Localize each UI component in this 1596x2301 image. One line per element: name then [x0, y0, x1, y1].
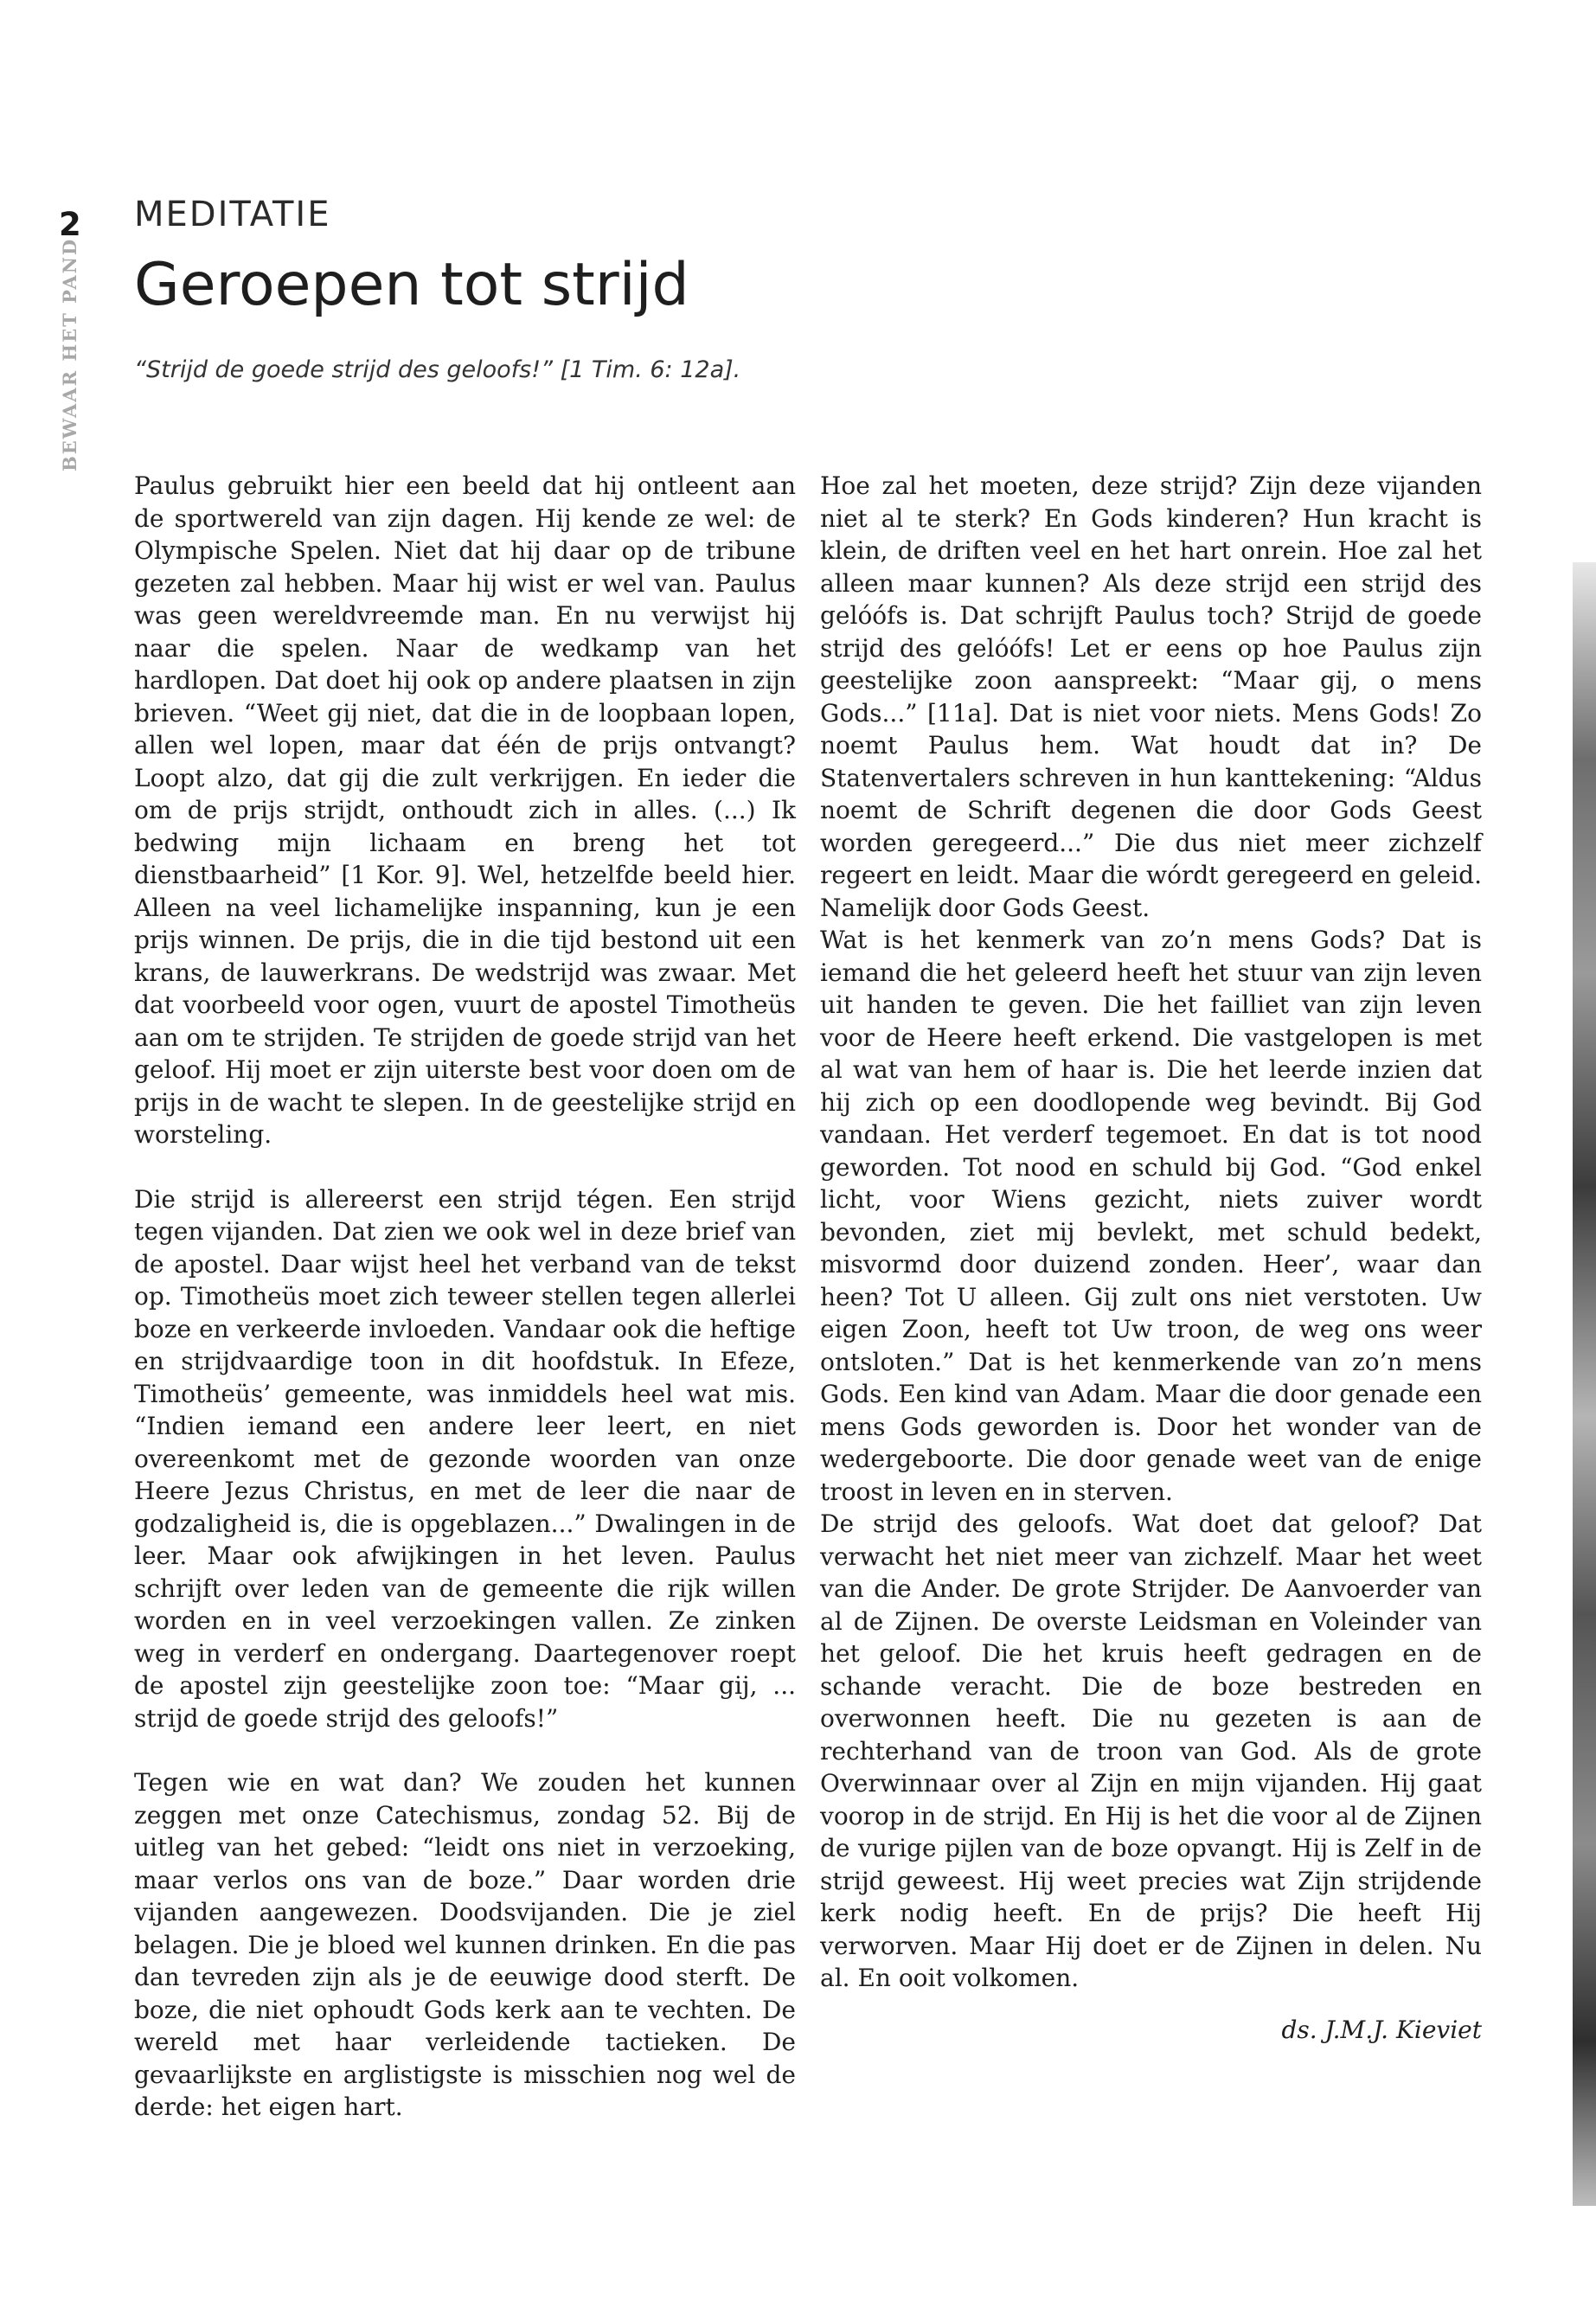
left-column — [134, 470, 796, 2124]
paragraph: Tegen wie en wat dan? We zouden het kunnen zeggen met onze Catechismus, zondag 52. Bij de uitleg van het gebed: “leidt ons niet in verzoeking, maar verlos ons van de boze.” Daar worden drie vijanden aangewezen. Doodsvijanden. Die je ziel belagen. Die je bloed wel kunnen drinken. En die pas dan tevreden zijn als je de eeuwige dood sterft. De boze, die niet ophoudt Gods kerk aan te vechten. De wereld met haar verleidende tactieken. De gevaarlijkste en arglistigste is misschien nog wel de derde: het eigen hart. — [134, 1768, 796, 2121]
running-header: BEWAAR HET PAND — [59, 237, 80, 471]
paragraph: Hoe zal het moeten, deze strijd? Zijn deze vijanden niet al te sterk? En Gods kinderen? Hun kracht is klein, de driften veel en het hart onrein. Hoe zal het alleen maar kunnen? Als deze strijd een strijd des gelóófs is. Dat schrijft Paulus toch? Strijd de goede strijd des gelóófs! Let er eens op hoe Paulus zijn geestelijke zoon aanspreekt: “Maar gij, o mens Gods...” [11a]. Dat is niet voor niets. Mens Gods! Zo noemt Paulus hem. Wat houdt dat in? De Statenvertalers schreven in hun kanttekening: “Aldus noemt de Schrift degenen die door Gods Geest worden geregeerd...” Die dus niet meer zichzelf regeert en leidt. Maar die wórdt geregeerd en geleid. Namelijk door Gods Geest. — [820, 471, 1482, 922]
photo-edge — [1573, 562, 1596, 2206]
section-label: MEDITATIE — [134, 195, 331, 234]
paragraph: Wat is het kenmerk van zo’n mens Gods? Dat is iemand die het geleerd heeft het stuur van zijn leven uit handen te geven. Die het failliet van zijn leven voor de Heere heeft erkend. Die vastgelopen is met al wat van hem of haar is. Die het leerde inzien dat hij zich op een doodlopende weg bevindt. Bij God vandaan. Het verderf tegemoet. En dat is tot nood geworden. Tot nood en schuld bij God. “God enkel licht, voor Wiens gezicht, niets zuiver wordt bevonden, ziet mij bevlekt, met schuld bedekt, misvormd door duizend zonden. Heer’, waar dan heen? Tot U alleen. Gij zult ons niet verstoten. Uw eigen Zoon, heeft tot Uw troon, de weg ons weer ontsloten.” Dat is het kenmerkende van zo’n mens Gods. Een kind van Adam. Maar die door genade een mens Gods geworden is. Door het wonder van de wedergeboorte. Die door genade weet van de enige troost in leven en in sterven. — [820, 926, 1482, 1506]
paragraph: Paulus gebruikt hier een beeld dat hij ontleent aan de sportwereld van zijn dagen. Hij kende ze wel: de Olympische Spelen. Niet dat hij daar op de tribune gezeten zal hebben. Maar hij wist er wel van. Paulus was geen wereldvreemde man. En nu verwijst hij naar die spelen. Naar de wedkamp van het hardlopen. Dat doet hij ook op andere plaatsen in zijn brieven. “Weet gij niet, dat die in de loopbaan lopen, allen wel lopen, maar dat één de prijs ontvangt? Loopt alzo, dat gij die zult verkrijgen. En ieder die om de prijs strijdt, onthoudt zich in alles. (...) Ik bedwing mijn lichaam en breng het tot dienstbaarheid” [1 Kor. 9]. Wel, hetzelfde beeld hier. Alleen na veel lichamelijke inspanning, kun je een prijs winnen. De prijs, die in die tijd bestond uit een krans, de lauwerkrans. De wedstrijd was zwaar. Met dat voorbeeld voor ogen, vuurt de apostel Timotheüs aan om te strijden. Te strijden de goede strijd van het geloof. Hij moet er zijn uiterste best voor doen om de prijs in de wacht te slepen. In de geestelijke strijd en worsteling. — [134, 471, 796, 1149]
paragraph: Die strijd is allereerst een strijd tégen. Een strijd tegen vijanden. Dat zien we ook wel in deze brief van de apostel. Daar wijst heel het verband van de tekst op. Timotheüs moet zich teweer stellen tegen allerlei boze en verkeerde invloeden. Vandaar ook die heftige en strijdvaardige toon in dit hoofdstuk. In Efeze, Timotheüs’ gemeente, was inmiddels heel wat mis. “Indien iemand een andere leer leert, en niet overeenkomt met de gezonde woorden van onze Heere Jezus Christus, en met de leer die naar de godzaligheid is, die is opgeblazen...” Dwalingen in de leer. Maar ook afwijkingen in het leven. Paulus schrijft over leden van de gemeente die rijk willen worden en in veel verzoekingen vallen. Ze zinken weg in verderf en ondergang. Daartegenover roept de apostel zijn geestelijke zoon toe: “Maar gij, ... strijd de goede strijd des geloofs!” — [134, 1184, 796, 1733]
article-title: Geroepen tot strijd — [134, 251, 689, 319]
page-number: 2 — [59, 206, 81, 243]
paragraph: De strijd des geloofs. Wat doet dat geloof? Dat verwacht het niet meer van zichzelf. Maar het weet van die Ander. De grote Strijder. De Aanvoerder van al de Zijnen. De overste Leidsman en Voleinder van het geloof. Die het kruis heeft gedragen en de schande veracht. Die de boze bestreden en overwonnen heeft. Die nu gezeten is aan de rechterhand van de troon van God. Als de grote Overwinnaar over al Zijn en mijn vijanden. Hij gaat voorop in de strijd. En Hij is het die voor al de Zijnen de vurige pijlen van de boze opvangt. Hij is Zelf in de strijd geweest. Hij weet precies wat Zijn strijdende kerk nodig heeft. En de prijs? Die heeft Hij verworven. Maar Hij doet er de Zijnen in delen. Nu al. En ooit volkomen. — [820, 1509, 1482, 1992]
right-column — [820, 470, 1482, 2046]
scripture-quote: “Strijd de goede strijd des geloofs!” [1 Tim. 6: 12a]. — [134, 356, 741, 383]
author-signature: ds. J.M.J. Kieviet — [1281, 2015, 1482, 2044]
